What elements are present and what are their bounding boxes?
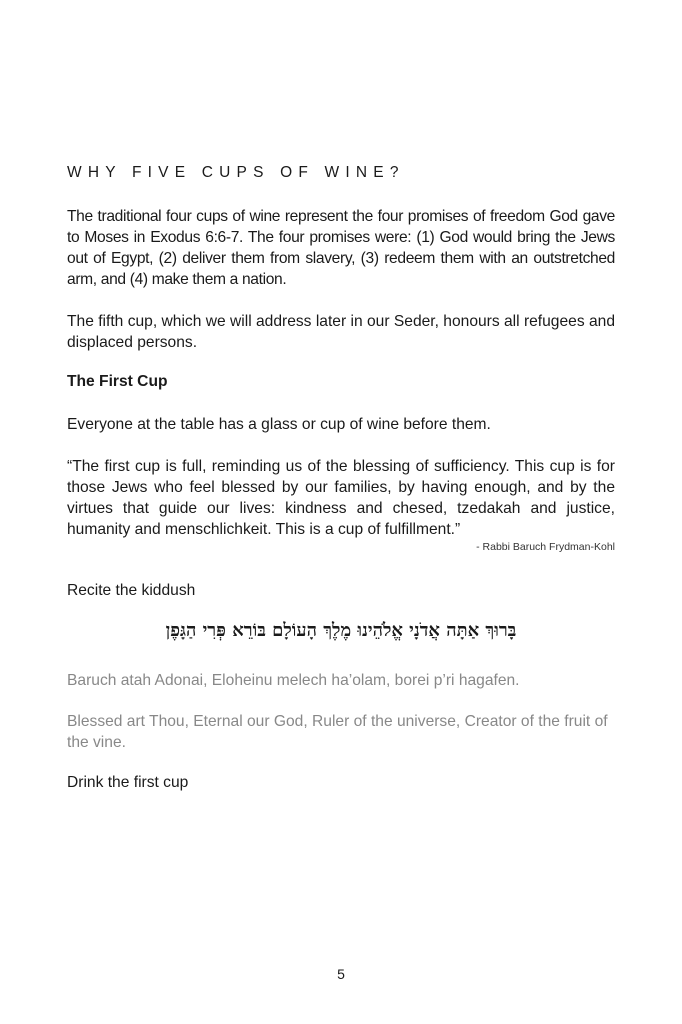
document-page — [67, 0, 615, 1024]
section-heading: WHY FIVE CUPS OF WINE? — [67, 164, 405, 182]
hebrew-blessing: בָּרוּךְ אַתָּה אֲדֹנָי אֱלֹהֵינוּ מֶלֶךְ הָעוֹלָם בּוֹרֵא פְּרִי הַגָּפֶן — [165, 620, 517, 641]
blessing-translation: Blessed art Thou, Eternal our God, Ruler of the universe, Creator of the fruit of the vine. — [67, 713, 608, 751]
first-cup-title: The First Cup — [67, 373, 168, 390]
drink-instruction: Drink the first cup — [67, 774, 189, 791]
quote-attribution: - Rabbi Baruch Frydman-Kohl — [476, 541, 615, 553]
first-cup-intro: Everyone at the table has a glass or cup of wine before them. — [67, 416, 491, 433]
first-cup-quote: “The first cup is full, reminding us of the blessing of sufficiency. This cup is for those Jews who feel blessed by our families, by having enough, and by the virtues that guide our lives: kindness and chesed, tzedakah and justice, humanity and menschlichkeit. This is a cup of fulfillment.” — [67, 458, 615, 538]
blessing-transliteration: Baruch atah Adonai, Eloheinu melech ha’olam, borei p’ri hagafen. — [67, 672, 520, 689]
fifth-cup-paragraph: The fifth cup, which we will address later in our Seder, honours all refugees and displaced persons. — [67, 313, 615, 351]
page-number: 5 — [337, 966, 345, 982]
four-promises-paragraph: The traditional four cups of wine represent the four promises of freedom God gave to Moses in Exodus 6:6-7. The four promises were: (1) God would bring the Jews out of Egypt, (2) deliver them from slavery, (3) redeem them with an outstretched arm, and (4) make them a nation. — [67, 208, 615, 288]
recite-instruction: Recite the kiddush — [67, 582, 196, 599]
